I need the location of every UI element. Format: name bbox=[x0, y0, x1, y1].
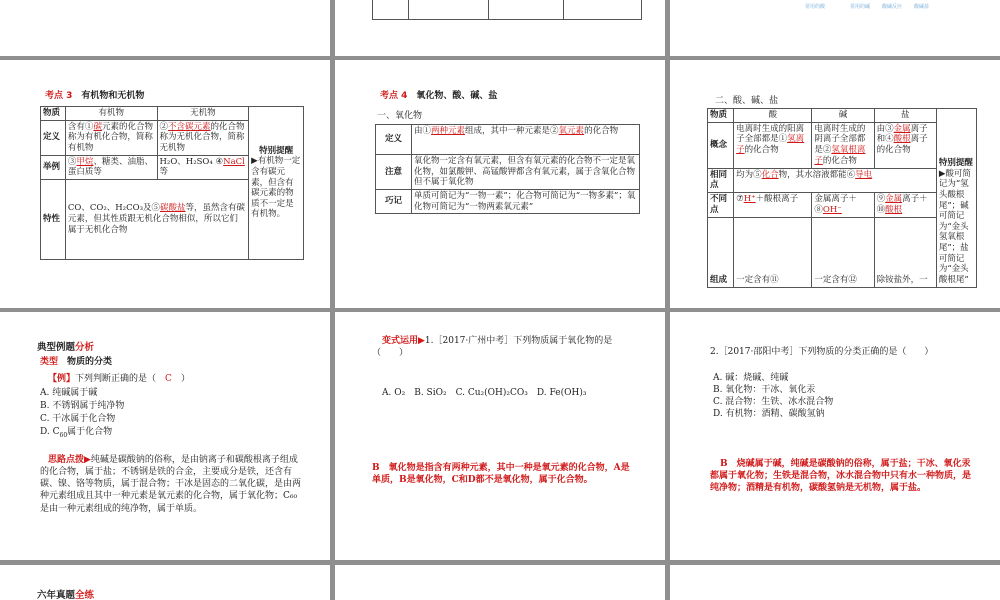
row-composition: 组成 bbox=[708, 217, 734, 287]
slide-acid-base-salt bbox=[670, 60, 1000, 308]
mnemonic-text: 单质可简记为“一物一素”；化合物可简记为“一物多素”；氧化物可简记为“一物两素氧元素” bbox=[412, 189, 640, 213]
row-concept: 概念 bbox=[708, 122, 734, 168]
section-title: 考点 4 氧化物、酸、碱、盐 bbox=[380, 91, 498, 101]
caption-4: 酸碱盐 bbox=[914, 4, 930, 10]
answer-1: B 氧化物是指含有两种元素，其中一种是氧元素的化合物，A是单质，B是氧化物，C和D都不是氧化物，属于化合物。 bbox=[372, 463, 630, 486]
slide-bottom-left bbox=[0, 565, 330, 600]
option-a: A. 碱：烧碱、纯碱 bbox=[713, 373, 789, 383]
subsection-title: 二、酸、碱、盐 bbox=[715, 96, 779, 106]
tip-title: 特别提醒 bbox=[259, 145, 294, 156]
row-mnemonic: 巧记 bbox=[376, 189, 412, 213]
subsection-title: 一、氧化物 bbox=[377, 111, 423, 121]
row-difference: 不同点 bbox=[708, 193, 734, 217]
option-d: D. $C_{60}$属于化合物 bbox=[40, 427, 113, 439]
tip-title: 特别提醒 bbox=[938, 158, 973, 168]
ex-inorganic: H₂O、H₂SO₄ ④NaCl等 bbox=[157, 155, 249, 179]
note-text: 氧化物一定含有氧元素，但含有氧元素的化合物不一定是氧化物，如氯酸钾、高锰酸钾都含有氧元素，属于含氧化合物但不属于氧化物 bbox=[412, 155, 640, 190]
base-diff: 金属离子＋⑧OH⁻ bbox=[812, 193, 874, 217]
option-a: A. 纯碱属于碱 bbox=[40, 388, 98, 398]
tip-text: ▶酸可简记为“氢头酸根尾”；碱可简记为“金头氢氧根尾”；盐可简记为“金头酸根尾” bbox=[938, 168, 971, 285]
acid-concept: 电离时生成的阳离子全部都是①氢离子的化合物 bbox=[734, 122, 812, 168]
option-d: D. 有机物：酒精、碳酸氢钠 bbox=[713, 409, 825, 419]
acid-comp: 一定含有⑪ bbox=[734, 217, 812, 287]
example-question: 【例】下列判断正确的是（ C ） bbox=[48, 374, 190, 384]
hint-paragraph: 思路点拨▶纯碱是碳酸钠的俗称，是由钠离子和碳酸根离子组成的化合物，属于盐；不锈钢是铁的合金，主要成分是铁，还含有碳、镍、铬等物质，属于混合物；干冰是固态的二氧化碳，是由两种元素组成且其中一种元素是氧元素的化合物，属于氧化物；C₆₀是由一种元素组成的纯净物，属于单质。 bbox=[40, 455, 302, 514]
row-common: 相同点 bbox=[708, 168, 734, 192]
section-title: 六年真题全练 bbox=[37, 590, 95, 600]
common-text: 均为⑤化合物，其水溶液都能⑥导电 bbox=[734, 168, 937, 192]
header-inorganic: 无机物 bbox=[157, 107, 249, 121]
slide-top-left bbox=[0, 0, 330, 56]
slide-top-middle bbox=[335, 0, 665, 56]
base-concept: 电离时生成的阴离子全部都是②氢氧根离子的化合物 bbox=[812, 122, 874, 168]
caption-1: 常用的酸 bbox=[805, 4, 826, 10]
type-line: 类型 物质的分类 bbox=[40, 357, 113, 367]
header-acid: 酸 bbox=[734, 109, 812, 123]
option-c: C. 混合物：生铁、冰水混合物 bbox=[713, 397, 834, 407]
organic-table bbox=[40, 106, 304, 260]
caption-2: 常用的碱 bbox=[850, 4, 871, 10]
slide-top-right bbox=[670, 0, 1000, 56]
header-material: 物质 bbox=[708, 109, 734, 123]
slide-practice-1 bbox=[335, 312, 665, 560]
option-b: B. 氧化物：干冰、氧化汞 bbox=[713, 385, 816, 395]
oxide-table bbox=[375, 124, 640, 214]
base-comp: 一定含有⑫ bbox=[812, 217, 874, 287]
acid-base-salt-table bbox=[707, 108, 977, 288]
row-feature: 特性 bbox=[41, 179, 66, 259]
answer-2: B 烧碱属于碱，纯碱是碳酸钠的俗称，属于盐；干冰、氧化汞都属于氧化物；生铁是混合物，冰水混合物中只有水一种物质，是纯净物；酒精是有机物，碳酸氢钠是无机物，属于盐。 bbox=[710, 459, 972, 494]
question-1-options: A. O₂ B. SiO₂ C. Cu₂(OH)₂CO₃ D. Fe(OH)₃ bbox=[382, 388, 587, 398]
feature-text: CO、CO₂、H₂CO₃及⑤碳酸盐等，虽然含有碳元素，但其性质跟无机化合物相似，所以它们属于无机化合物 bbox=[65, 179, 248, 259]
question-2: 2.［2017·邵阳中考］下列物质的分类正确的是（ ） bbox=[710, 347, 934, 357]
header-material: 物质 bbox=[41, 107, 66, 121]
row-definition: 定义 bbox=[41, 120, 66, 155]
slide-oxides bbox=[335, 60, 665, 308]
section-title: 考点 3 有机物和无机物 bbox=[45, 91, 145, 101]
header-base: 碱 bbox=[812, 109, 874, 123]
tip-cell bbox=[249, 107, 304, 260]
slide-example bbox=[0, 312, 330, 560]
question-1: 变式运用▶1.［2017·广州中考］下列物质属于氧化物的是（ ） bbox=[372, 336, 613, 358]
row-note: 注意 bbox=[376, 155, 412, 190]
acid-diff: ⑦H⁺＋酸根离子 bbox=[734, 193, 812, 217]
def-organic: 含有①碳元素的化合物称为有机化合物，简称有机物 bbox=[65, 120, 157, 155]
row-definition: 定义 bbox=[376, 125, 412, 155]
tip-text: ▶有机物一定含有碳元素，但含有碳元素的物质不一定是有机物。 bbox=[251, 156, 301, 220]
option-c: C. 干冰属于化合物 bbox=[40, 414, 116, 424]
header-organic: 有机物 bbox=[65, 107, 157, 121]
caption-3: 酸碱反应 bbox=[882, 4, 903, 10]
section-title: 典型例题分析 bbox=[37, 342, 95, 353]
slide-bottom-middle bbox=[335, 565, 665, 600]
salt-comp: 除铵盐外，一 bbox=[874, 217, 936, 287]
slide-organic-inorganic bbox=[0, 60, 330, 308]
slide-bottom-right bbox=[670, 565, 1000, 600]
option-b: B. 不锈钢属于纯净物 bbox=[40, 401, 125, 411]
def-inorganic: ②不含碳元素的化合物称为无机化合物，简称无机物 bbox=[157, 120, 249, 155]
header-salt: 盐 bbox=[874, 109, 936, 123]
salt-diff: ⑨金属离子＋⑩酸根 bbox=[874, 193, 936, 217]
def-text: 由①两种元素组成，其中一种元素是②氧元素的化合物 bbox=[412, 125, 640, 155]
tip-cell bbox=[936, 109, 976, 288]
salt-concept: 由③金属离子和④酸根离子的化合物 bbox=[874, 122, 936, 168]
row-example: 举例 bbox=[41, 155, 66, 179]
ex-organic: ③甲烷、糖类、油脂、蛋白质等 bbox=[65, 155, 157, 179]
partial-table bbox=[372, 0, 642, 20]
slide-practice-2 bbox=[670, 312, 1000, 560]
